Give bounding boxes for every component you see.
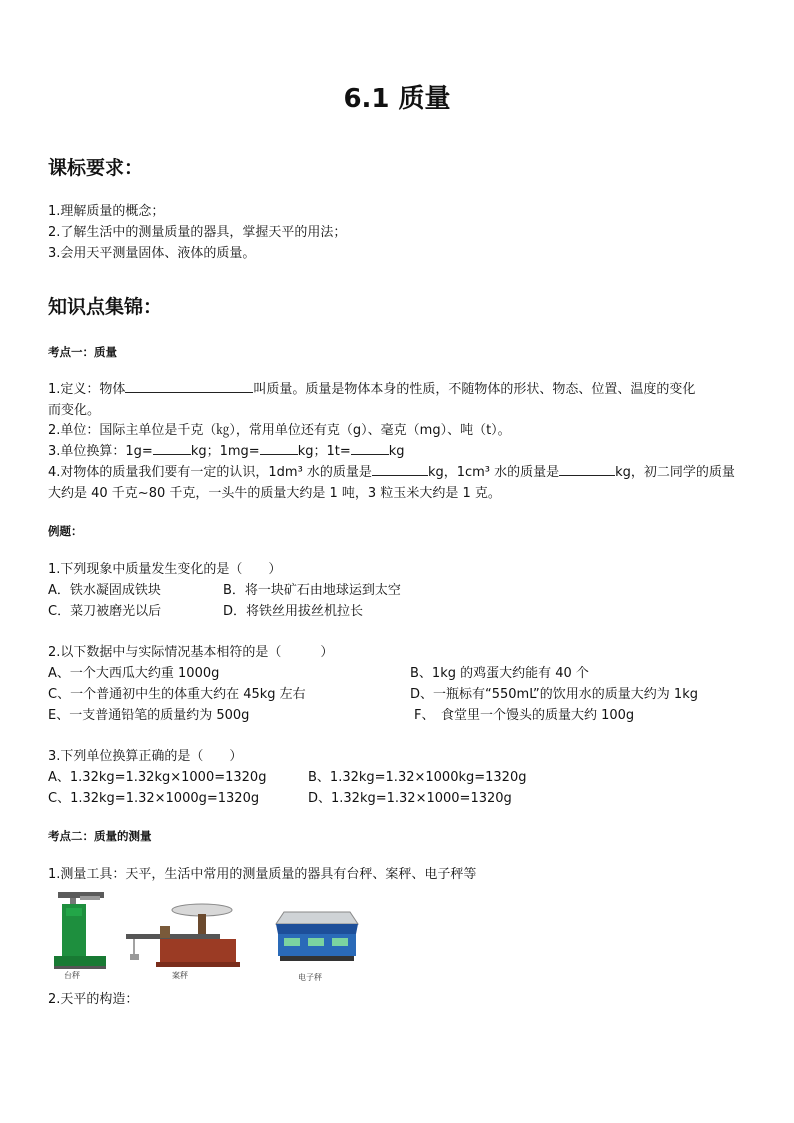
unit-line: 2.单位：国际主单位是千克（㎏），常用单位还有克（g）、毫克（mg）、吨（t）。 bbox=[48, 423, 511, 438]
q2-option-b: B、1kg 的鸡蛋大约能有 40 个 bbox=[410, 666, 589, 681]
requirement-item: 2.了解生活中的测量质量的器具，掌握天平的用法； bbox=[48, 225, 347, 240]
counter-scale-icon bbox=[120, 900, 245, 970]
structure-line: 2.天平的构造： bbox=[48, 992, 139, 1007]
caption-counter-scale: 案秤 bbox=[172, 971, 188, 980]
fill-blank bbox=[125, 380, 253, 393]
examples-heading: 例题： bbox=[48, 524, 83, 538]
electronic-scale-image bbox=[270, 908, 360, 984]
estimate-text: kg，初二同学的质量 bbox=[615, 465, 735, 480]
conversion-line bbox=[48, 442, 405, 462]
section-heading-requirements: 课标要求： bbox=[48, 157, 144, 179]
requirement-item: 1.理解质量的概念； bbox=[48, 204, 165, 219]
conversion-text: kg bbox=[388, 444, 405, 459]
q2-option-a: A、一个大西瓜大约重 1000g bbox=[48, 666, 220, 681]
q2-option-d: D、一瓶标有“550mL”的饮用水的质量大约为 1kg bbox=[410, 687, 698, 702]
definition-text-c: 而变化。 bbox=[48, 403, 101, 418]
q3-option-a: A、1.32kg=1.32kg×1000=1320g bbox=[48, 770, 267, 785]
definition-line bbox=[48, 380, 695, 400]
q1-option-d: D．将铁丝用拔丝机拉长 bbox=[223, 604, 364, 619]
estimate-text: kg，1cm³ 水的质量是 bbox=[427, 465, 560, 480]
page-title: 6.1 质量 bbox=[343, 84, 451, 114]
q3-stem: 3.下列单位换算正确的是（ ） bbox=[48, 749, 243, 764]
q1-option-a: A．铁水凝固成铁块 bbox=[48, 583, 161, 598]
section-heading-knowledge: 知识点集锦： bbox=[48, 296, 163, 318]
caption-electronic-scale: 电子秤 bbox=[298, 973, 322, 982]
q2-option-e: E、一支普通铅笔的质量约为 500g bbox=[48, 708, 250, 723]
q3-option-d: D、1.32kg=1.32×1000=1320g bbox=[308, 791, 512, 806]
q2-stem: 2.以下数据中与实际情况基本相符的是（ ） bbox=[48, 645, 334, 660]
estimate-text: 4.对物体的质量我们要有一定的认识，1dm³ 水的质量是 bbox=[48, 465, 372, 480]
q1-option-b: B．将一块矿石由地球运到太空 bbox=[223, 583, 401, 598]
kp2-heading: 考点二：质量的测量 bbox=[48, 829, 152, 843]
q1-option-c: C．菜刀被磨光以后 bbox=[48, 604, 162, 619]
fill-blank bbox=[153, 442, 191, 455]
counter-scale-image bbox=[120, 900, 245, 982]
electronic-scale-icon bbox=[270, 908, 360, 968]
fill-blank bbox=[559, 463, 615, 476]
conversion-text: kg；1mg= bbox=[190, 444, 260, 459]
kp1-heading: 考点一：质量 bbox=[48, 345, 117, 359]
q3-option-c: C、1.32kg=1.32×1000g=1320g bbox=[48, 791, 260, 806]
q1-stem: 1.下列现象中质量发生变化的是（ ） bbox=[48, 562, 282, 577]
definition-text-a: 1.定义：物体 bbox=[48, 382, 126, 397]
conversion-text: 3.单位换算：1g= bbox=[48, 444, 153, 459]
conversion-text: kg；1t= bbox=[297, 444, 351, 459]
fill-blank bbox=[351, 442, 389, 455]
platform-scale-icon bbox=[50, 890, 110, 970]
estimate-line bbox=[48, 463, 735, 483]
tools-line: 1.测量工具：天平，生活中常用的测量质量的器具有台秤、案秤、电子秤等 bbox=[48, 867, 477, 882]
definition-text-b: 叫质量。质量是物体本身的性质，不随物体的形状、物态、位置、温度的变化 bbox=[253, 382, 696, 397]
caption-platform-scale: 台秤 bbox=[64, 971, 80, 980]
platform-scale-image bbox=[50, 890, 110, 982]
fill-blank bbox=[260, 442, 298, 455]
requirement-item: 3.会用天平测量固体、液体的质量。 bbox=[48, 246, 256, 261]
q2-option-c: C、一个普通初中生的体重大约在 45kg 左右 bbox=[48, 687, 306, 702]
q3-option-b: B、1.32kg=1.32×1000kg=1320g bbox=[308, 770, 527, 785]
q2-option-f: F、 食堂里一个馒头的质量大约 100g bbox=[414, 708, 635, 723]
fill-blank bbox=[372, 463, 428, 476]
estimate-text-d: 大约是 40 千克~80 千克，一头牛的质量大约是 1 吨，3 粒玉米大约是 1 克。 bbox=[48, 486, 501, 501]
